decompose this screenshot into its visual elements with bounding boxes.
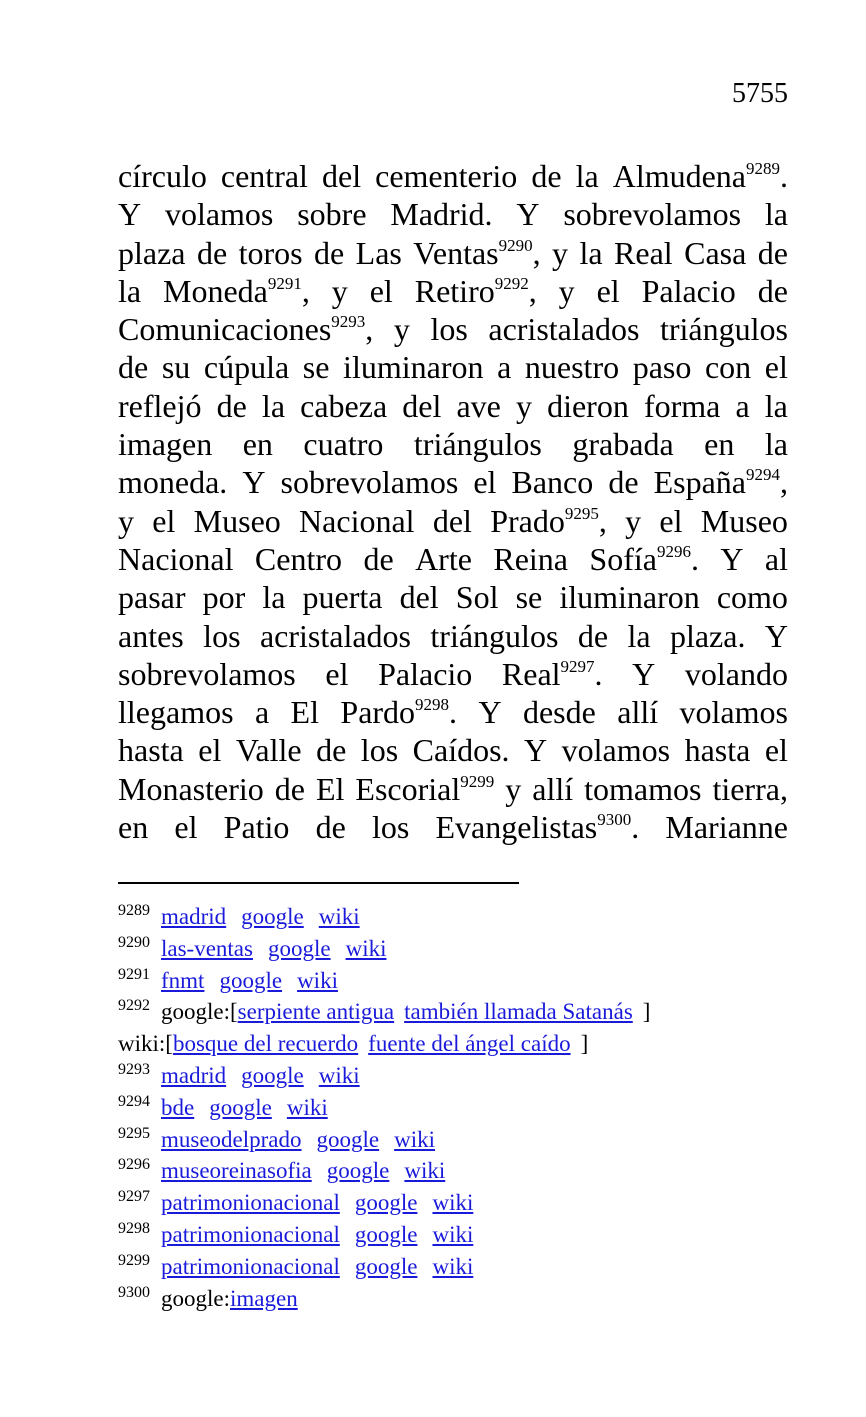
footnote-ref[interactable]: 9300 [597,810,632,830]
word: de [577,617,609,654]
footnote-ref[interactable]: 9291 [267,273,302,293]
footnote: 9297 patrimonionacional google wiki [118,1188,474,1216]
footnote: 9290 las-ventas google wiki [118,933,387,961]
word: cuatro [303,426,384,463]
word: Monasterio [118,770,264,807]
footnote: 9294 bde google wiki [118,1092,328,1120]
word: Ventas$^{9290}$, [413,234,541,271]
text-line [118,425,788,463]
footnote-link[interactable]: wiki [404,1158,446,1184]
word: Marianne [665,809,788,846]
word: dieron [547,387,629,424]
footnote-ref[interactable]: 9294 [745,465,780,485]
footnote: 9295 museodelprado google wiki [118,1124,436,1152]
word: de [757,234,788,271]
footnote-link[interactable]: wiki [318,904,360,929]
footnote-link[interactable]: patrimonionacional [161,1190,340,1216]
word: a [497,349,512,386]
word: nuestro [524,349,620,386]
footnote: 9299 patrimonionacional google wiki [118,1251,474,1279]
word: volamos [164,196,274,233]
footnote-link[interactable]: google [326,1158,390,1184]
word: en [704,426,735,463]
footnote: 9298 patrimonionacional google wiki [118,1219,474,1247]
word: España$^{9294}$, [653,464,788,501]
footnote [118,1028,818,1060]
word: Y [720,540,744,577]
word: el [764,732,788,769]
footnote-ref[interactable]: 9297 [560,656,595,676]
footnote-ref[interactable]: 9289 [746,159,780,178]
word: círculo [118,158,207,194]
footnote-link[interactable]: madrid [161,904,227,929]
word: y [393,311,410,348]
word: la [764,426,788,463]
word: triángulos [430,617,559,654]
word: de [608,464,639,501]
word: Sol [455,579,499,616]
word: a [735,387,750,424]
footnotes [118,901,818,1314]
word: Museo [193,502,281,539]
word: la [764,387,788,424]
footnote-separator [118,882,519,884]
word: el [659,502,683,539]
footnote-link[interactable]: google [354,1253,418,1279]
word: como [716,579,788,616]
word: ave [456,387,501,424]
word: toros [238,234,303,271]
word: Y [478,694,502,731]
footnote-ref[interactable]: 9298 [415,695,450,715]
footnote-link[interactable]: bosque del recuerdo [172,1031,359,1057]
footnote-link[interactable]: google [241,1062,304,1088]
word: del [432,502,472,539]
footnote-link[interactable]: patrimonionacional [161,1221,340,1247]
word: tierra, [712,770,788,807]
word: tomamos [584,770,702,807]
word: se [515,579,543,616]
word: Reina [493,540,568,577]
word: Patio [223,809,290,846]
footnote-ref[interactable]: 9293 [331,312,366,332]
word: la [261,387,286,424]
text-line [118,387,788,425]
text-line [118,770,788,808]
footnote-suffix: ] [580,1031,589,1057]
word: Evangelistas$^{9300}$. [435,809,640,846]
word: grabada [572,426,674,463]
text-line [118,463,788,501]
footnote-link[interactable]: google [354,1190,418,1216]
word: volando [684,655,788,692]
word: de [316,732,347,769]
text-line [118,234,788,272]
word: la [764,196,788,233]
word: de [118,349,149,386]
word: allí [532,770,574,807]
footnote-link[interactable]: museodelprado [161,1126,302,1152]
word: el [764,349,788,386]
word: Nacional [118,540,234,577]
word: y [118,502,134,539]
word: el [174,809,198,846]
footnote: 9296 museoreinasofia google wiki [118,1156,446,1184]
word: Retiro$^{9292}$, [414,272,537,309]
word: Y [242,464,266,501]
word: Palacio [641,272,736,309]
word: de [363,540,394,577]
word: la [627,617,651,654]
word: la [579,234,603,271]
footnote-link[interactable]: madrid [161,1062,227,1088]
word: de [757,272,788,309]
word: Escorial$^{9299}$ [355,770,495,807]
word: de [315,809,346,846]
text-line [118,693,788,731]
word: Nacional [299,502,415,539]
footnote-link[interactable]: google [267,935,331,961]
footnote-link[interactable]: wiki [432,1221,474,1247]
word: acristalados [488,311,640,348]
word: Comunicaciones$^{9293}$, [118,311,374,348]
word: el [152,502,176,539]
footnote-link[interactable]: google [209,1094,272,1120]
word: y [515,387,532,424]
word: moneda. [118,464,228,501]
word: de [314,234,345,271]
word: sobre [297,196,367,233]
word: Real$^{9297}$. [501,655,603,692]
word: Madrid. [390,196,493,233]
word: Las [355,234,402,271]
word: Banco [511,464,594,501]
word: la [575,158,599,194]
footnote-link[interactable]: google [241,904,304,929]
word: llegamos [118,694,234,731]
footnote-link[interactable]: google [354,1221,418,1247]
footnote-link[interactable]: wiki [297,967,338,993]
word: con [704,349,752,386]
word: Casa [684,234,747,271]
word: Y [516,196,540,233]
word: Arte [415,540,472,577]
word: Pardo$^{9298}$. [340,694,458,731]
word: el [325,655,349,692]
word: su [161,349,191,386]
word: del [402,387,442,424]
word: el [596,272,620,309]
word: el [473,464,497,501]
word: cúpula [203,349,290,386]
word: sobrevolamos [118,655,296,692]
word: los [430,311,468,348]
word: sobrevolamos [280,464,459,501]
word: Palacio [378,655,473,692]
word: Valle [235,732,302,769]
footnote-link[interactable]: google [316,1126,380,1152]
footnote-ref[interactable]: 9296 [656,541,691,561]
word: de [531,158,562,194]
word: de [196,234,228,271]
text-line [118,617,788,655]
word: Y [524,732,548,769]
footnote-link[interactable]: bde [161,1094,195,1120]
footnote-ref[interactable]: 9290 [498,235,533,255]
word: y [625,502,642,539]
word: y [558,272,575,309]
text-line [118,157,788,195]
word: Y [764,617,788,654]
word: El [315,770,345,807]
word: en [242,426,273,463]
footnote: 9300 google:imagen [118,1283,298,1311]
word: volamos [561,732,671,769]
word: imagen [118,426,213,463]
footnote-link[interactable]: wiki [318,1062,360,1088]
text-line [118,348,788,386]
footnote-link[interactable]: wiki [394,1126,436,1152]
word: reflejó [118,387,202,424]
text-line [118,731,788,769]
text-line [118,540,788,578]
word: los [203,617,241,654]
word: de [216,387,247,424]
word: hasta [684,732,751,769]
word: Museo [700,502,788,539]
footnote: 9291 fnmt google wiki [118,965,338,993]
word: los [360,732,399,769]
footnote-link[interactable]: también llamada Satanás [404,999,633,1025]
text-line [118,655,788,693]
word: desde [522,694,596,731]
word: hasta [118,732,184,769]
body-text [118,157,788,846]
text-line [118,578,788,616]
footnote-link[interactable]: wiki [432,1253,474,1279]
word: Centro [254,540,343,577]
text-line [118,195,788,233]
footnote-ref[interactable]: 9295 [564,503,599,523]
footnote-link[interactable]: las-ventas [161,935,253,961]
footnote-link[interactable]: wiki [432,1190,474,1216]
text-line [118,272,788,310]
footnote-ref[interactable]: 9292 [494,273,529,293]
word: Prado$^{9295}$, [490,502,607,539]
word: plaza [118,234,186,271]
footnote-link[interactable]: museoreinasofia [161,1158,312,1184]
word: a [254,694,270,731]
word: central [220,158,308,194]
footnote: 9292 google:[serpiente antigua también llamada Satanás ] [118,997,651,1025]
word: se [302,349,330,386]
footnote-link[interactable]: patrimonionacional [161,1253,340,1279]
word: cabeza [300,387,388,424]
word: antes [118,617,184,654]
word: cementerio [375,158,518,194]
word: el [369,272,393,309]
footnote-link[interactable]: imagen [230,1285,298,1311]
text-line [118,310,788,348]
word: sobrevolamos [563,196,742,233]
word: triángulos [659,311,788,348]
footnote: 9293 madrid google wiki [118,1060,360,1088]
word: el [198,732,222,769]
word: Y [632,655,656,692]
footnote-link[interactable]: fnmt [161,967,205,993]
word: triángulos [413,426,542,463]
word: la [118,272,142,309]
word: Y [118,196,142,233]
word: al [764,540,788,577]
text-line [118,502,788,540]
word: Sofía$^{9296}$. [589,540,699,577]
footnote-suffix: ] [642,999,651,1025]
footnote: 9289 madrid google wiki [118,902,360,929]
word: acristalados [259,617,411,654]
word: del [399,579,439,616]
footnote-prefix: wiki:[ [118,1031,173,1057]
word: El [290,694,319,731]
word: en [118,809,149,846]
word: forma [643,387,721,424]
word: puerta [302,579,383,616]
word: Moneda$^{9291}$, [163,272,310,309]
word: de [274,770,305,807]
footnote-link[interactable]: fuente del ángel caído [368,1031,571,1057]
footnote-prefix: google:[ [161,999,238,1025]
footnote-link[interactable]: google [219,967,283,993]
footnote-prefix: google: [161,1285,230,1311]
word: y [505,770,522,807]
word: iluminaron [559,579,700,616]
word: iluminaron [343,349,484,386]
word: Real [614,234,673,271]
word: y [552,234,569,271]
word: plaza. [669,617,746,654]
word: Caídos. [412,732,510,769]
page-number: 5755 [732,78,788,109]
word: la [262,579,286,616]
word: del [321,158,362,194]
word: volamos [679,694,788,731]
footnote-link[interactable]: wiki [345,935,387,961]
word: los [371,809,410,846]
word: por [202,579,246,616]
word: pasar [118,579,186,616]
footnote-link[interactable]: serpiente antigua [237,999,395,1025]
footnote-link[interactable]: wiki [286,1094,328,1120]
footnote-ref[interactable]: 9299 [460,771,495,791]
word: paso [632,349,692,386]
word: y [331,272,348,309]
word: allí [617,694,659,731]
word: Almudena$^{9289}$. [612,158,788,194]
text-line [118,808,788,846]
